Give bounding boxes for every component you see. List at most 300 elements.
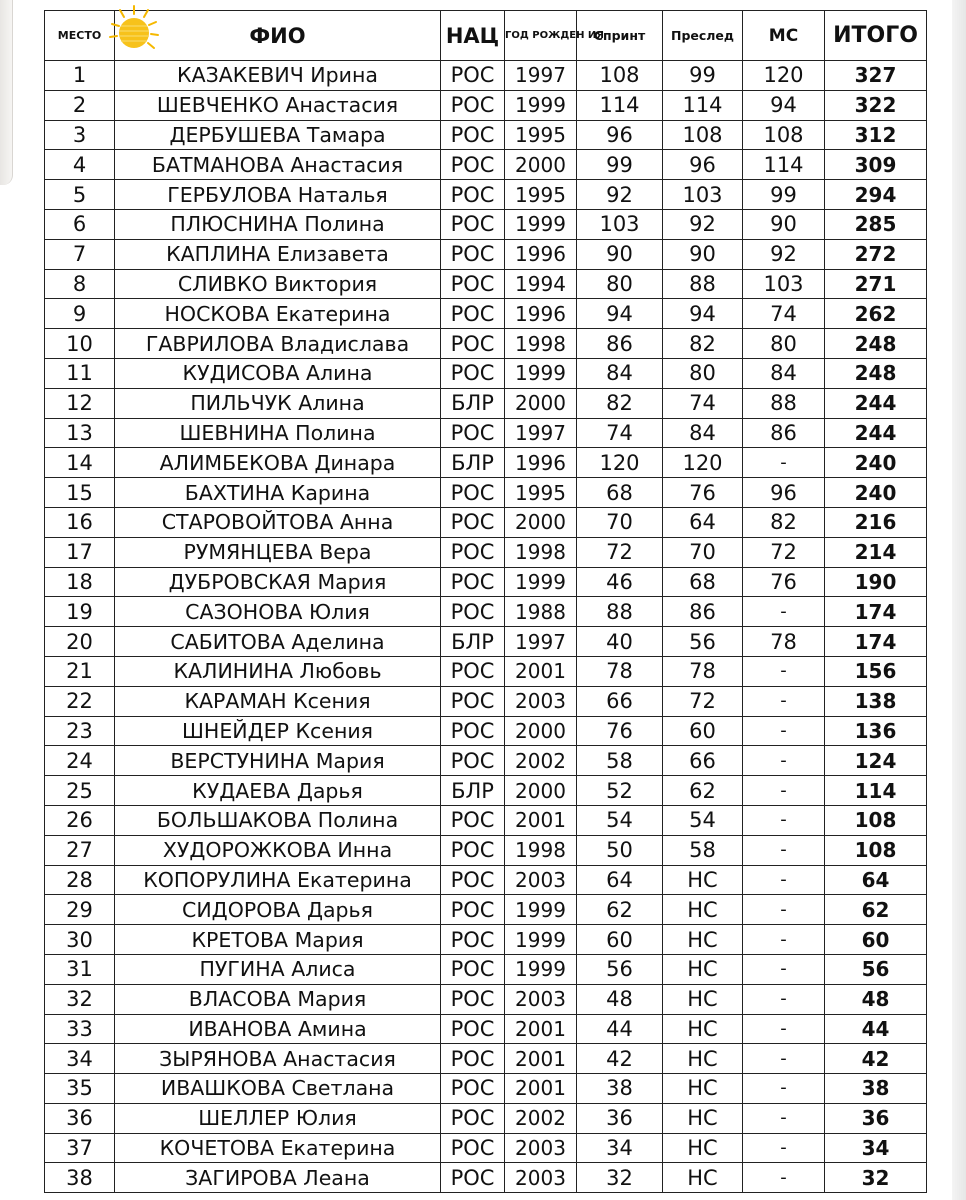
ms-cell: 92 bbox=[743, 239, 825, 269]
table-row bbox=[45, 746, 927, 776]
place-cell: 25 bbox=[45, 776, 115, 806]
ms-cell: - bbox=[743, 656, 825, 686]
surname: ВЕРСТУНИНА bbox=[170, 748, 310, 773]
table-row bbox=[45, 358, 927, 388]
ms-cell: 108 bbox=[743, 120, 825, 150]
total-cell: 156 bbox=[825, 656, 927, 686]
surname: КОПОРУЛИНА bbox=[143, 867, 291, 892]
ms-cell: 86 bbox=[743, 418, 825, 448]
year-cell: 1996 bbox=[505, 299, 577, 329]
sprint-cell: 94 bbox=[577, 299, 663, 329]
place-cell: 1 bbox=[45, 61, 115, 91]
ms-cell: 94 bbox=[743, 90, 825, 120]
sprint-cell: 40 bbox=[577, 627, 663, 657]
table-row bbox=[45, 1103, 927, 1133]
name-cell bbox=[115, 746, 441, 776]
nation-cell: РОС bbox=[441, 537, 505, 567]
name-cell bbox=[115, 209, 441, 239]
name-cell bbox=[115, 1133, 441, 1163]
place-cell: 26 bbox=[45, 805, 115, 835]
sprint-cell: 90 bbox=[577, 239, 663, 269]
total-cell: 244 bbox=[825, 388, 927, 418]
pursuit-cell: 96 bbox=[663, 150, 743, 180]
ms-cell: - bbox=[743, 954, 825, 984]
surname: КУДАЕВА bbox=[192, 778, 291, 803]
sprint-cell: 56 bbox=[577, 954, 663, 984]
total-cell: 262 bbox=[825, 299, 927, 329]
name-cell bbox=[115, 299, 441, 329]
name-cell bbox=[115, 358, 441, 388]
header-place: МЕСТО bbox=[45, 11, 115, 61]
name-cell bbox=[115, 418, 441, 448]
surname: КАПЛИНА bbox=[166, 242, 271, 267]
ms-cell: - bbox=[743, 1074, 825, 1104]
given-name: Анастасия bbox=[283, 1046, 396, 1071]
place-cell: 18 bbox=[45, 567, 115, 597]
surname: БОЛЬШАКОВА bbox=[156, 808, 312, 833]
place-cell: 38 bbox=[45, 1163, 115, 1193]
sprint-cell: 74 bbox=[577, 418, 663, 448]
surname: КАЗАКЕВИЧ bbox=[177, 63, 304, 88]
total-cell: 64 bbox=[825, 865, 927, 895]
pursuit-cell: НС bbox=[663, 1074, 743, 1104]
given-name: Леана bbox=[303, 1165, 370, 1190]
pursuit-cell: 62 bbox=[663, 776, 743, 806]
name-cell bbox=[115, 597, 441, 627]
sprint-cell: 36 bbox=[577, 1103, 663, 1133]
surname: АЛИМБЕКОВА bbox=[159, 450, 308, 475]
sprint-cell: 99 bbox=[577, 150, 663, 180]
nation-cell: РОС bbox=[441, 90, 505, 120]
pursuit-cell: 66 bbox=[663, 746, 743, 776]
year-cell: 2001 bbox=[505, 1014, 577, 1044]
ms-cell: 76 bbox=[743, 567, 825, 597]
sprint-cell: 82 bbox=[577, 388, 663, 418]
place-cell: 3 bbox=[45, 120, 115, 150]
pursuit-cell: 103 bbox=[663, 180, 743, 210]
pursuit-cell: 54 bbox=[663, 805, 743, 835]
table-row bbox=[45, 835, 927, 865]
total-cell: 124 bbox=[825, 746, 927, 776]
header-ms: МС bbox=[743, 11, 825, 61]
place-cell: 10 bbox=[45, 329, 115, 359]
nation-cell: РОС bbox=[441, 61, 505, 91]
surname: ШЕВЧЕНКО bbox=[156, 93, 279, 118]
place-cell: 30 bbox=[45, 925, 115, 955]
name-cell bbox=[115, 507, 441, 537]
place-cell: 24 bbox=[45, 746, 115, 776]
surname: ХУДОРОЖКОВА bbox=[162, 838, 331, 863]
surname: ПУГИНА bbox=[199, 957, 285, 982]
given-name: Вера bbox=[319, 540, 372, 565]
pursuit-cell: 84 bbox=[663, 418, 743, 448]
place-cell: 27 bbox=[45, 835, 115, 865]
sprint-cell: 60 bbox=[577, 925, 663, 955]
place-cell: 8 bbox=[45, 269, 115, 299]
given-name: Ксения bbox=[295, 718, 373, 743]
sprint-cell: 103 bbox=[577, 209, 663, 239]
sprint-cell: 92 bbox=[577, 180, 663, 210]
pursuit-cell: НС bbox=[663, 1163, 743, 1193]
given-name: Юлия bbox=[295, 1106, 357, 1131]
sprint-cell: 58 bbox=[577, 746, 663, 776]
total-cell: 60 bbox=[825, 925, 927, 955]
surname: КОЧЕТОВА bbox=[159, 1136, 275, 1161]
ms-cell: 103 bbox=[743, 269, 825, 299]
pursuit-cell: 99 bbox=[663, 61, 743, 91]
header-name: ФИО bbox=[115, 11, 441, 61]
nation-cell: БЛР bbox=[441, 627, 505, 657]
table-row bbox=[45, 567, 927, 597]
name-cell bbox=[115, 537, 441, 567]
nation-cell: РОС bbox=[441, 984, 505, 1014]
sprint-cell: 76 bbox=[577, 716, 663, 746]
year-cell: 1999 bbox=[505, 895, 577, 925]
year-cell: 1999 bbox=[505, 925, 577, 955]
given-name: Полина bbox=[317, 808, 399, 833]
pursuit-cell: 56 bbox=[663, 627, 743, 657]
pursuit-cell: 74 bbox=[663, 388, 743, 418]
year-cell: 2003 bbox=[505, 865, 577, 895]
table-row bbox=[45, 686, 927, 716]
surname: ДУБРОВСКАЯ bbox=[168, 569, 311, 594]
total-cell: 240 bbox=[825, 478, 927, 508]
table-row bbox=[45, 180, 927, 210]
total-cell: 216 bbox=[825, 507, 927, 537]
given-name: Полина bbox=[304, 212, 385, 237]
total-cell: 174 bbox=[825, 627, 927, 657]
ms-cell: 96 bbox=[743, 478, 825, 508]
ms-cell: 82 bbox=[743, 507, 825, 537]
ms-cell: 99 bbox=[743, 180, 825, 210]
year-cell: 1998 bbox=[505, 329, 577, 359]
ms-cell: - bbox=[743, 925, 825, 955]
ms-cell: 80 bbox=[743, 329, 825, 359]
place-cell: 11 bbox=[45, 358, 115, 388]
surname: ГАВРИЛОВА bbox=[145, 331, 274, 356]
pursuit-cell: НС bbox=[663, 1014, 743, 1044]
nation-cell: РОС bbox=[441, 209, 505, 239]
name-cell bbox=[115, 656, 441, 686]
surname: ПЛЮСНИНА bbox=[170, 212, 298, 237]
name-cell bbox=[115, 686, 441, 716]
given-name: Тамара bbox=[306, 122, 386, 147]
surname: НОСКОВА bbox=[164, 301, 270, 326]
name-cell bbox=[115, 954, 441, 984]
sprint-cell: 54 bbox=[577, 805, 663, 835]
name-cell bbox=[115, 865, 441, 895]
sprint-cell: 66 bbox=[577, 686, 663, 716]
name-cell bbox=[115, 448, 441, 478]
surname: БАТМАНОВА bbox=[151, 152, 284, 177]
year-cell: 1999 bbox=[505, 954, 577, 984]
sprint-cell: 32 bbox=[577, 1163, 663, 1193]
year-cell: 2001 bbox=[505, 1074, 577, 1104]
year-cell: 1997 bbox=[505, 61, 577, 91]
nation-cell: РОС bbox=[441, 686, 505, 716]
place-cell: 33 bbox=[45, 1014, 115, 1044]
surname: ИВАНОВА bbox=[188, 1016, 292, 1041]
table-row bbox=[45, 537, 927, 567]
year-cell: 1995 bbox=[505, 478, 577, 508]
given-name: Алина bbox=[298, 391, 365, 416]
name-cell bbox=[115, 180, 441, 210]
surname: КАЛИНИНА bbox=[173, 659, 293, 684]
total-cell: 309 bbox=[825, 150, 927, 180]
name-cell bbox=[115, 478, 441, 508]
total-cell: 36 bbox=[825, 1103, 927, 1133]
nation-cell: РОС bbox=[441, 1133, 505, 1163]
surname: ЗАГИРОВА bbox=[185, 1165, 297, 1190]
year-cell: 2003 bbox=[505, 1163, 577, 1193]
surname: СЛИВКО bbox=[177, 271, 268, 296]
given-name: Инна bbox=[337, 838, 393, 863]
total-cell: 248 bbox=[825, 329, 927, 359]
given-name: Ксения bbox=[293, 689, 371, 714]
nation-cell: РОС bbox=[441, 507, 505, 537]
year-cell: 1996 bbox=[505, 239, 577, 269]
place-cell: 17 bbox=[45, 537, 115, 567]
place-cell: 37 bbox=[45, 1133, 115, 1163]
sprint-cell: 68 bbox=[577, 478, 663, 508]
nation-cell: РОС bbox=[441, 120, 505, 150]
pursuit-cell: 68 bbox=[663, 567, 743, 597]
table-row bbox=[45, 61, 927, 91]
place-cell: 34 bbox=[45, 1044, 115, 1074]
pursuit-cell: 78 bbox=[663, 656, 743, 686]
nation-cell: РОС bbox=[441, 865, 505, 895]
ms-cell: - bbox=[743, 1014, 825, 1044]
table-row bbox=[45, 90, 927, 120]
year-cell: 1996 bbox=[505, 448, 577, 478]
given-name: Анастасия bbox=[285, 93, 399, 118]
pursuit-cell: 80 bbox=[663, 358, 743, 388]
total-cell: 327 bbox=[825, 61, 927, 91]
total-cell: 240 bbox=[825, 448, 927, 478]
nation-cell: РОС bbox=[441, 1163, 505, 1193]
given-name: Мария bbox=[294, 927, 364, 952]
place-cell: 28 bbox=[45, 865, 115, 895]
total-cell: 285 bbox=[825, 209, 927, 239]
sprint-cell: 62 bbox=[577, 895, 663, 925]
given-name: Аделина bbox=[291, 629, 385, 654]
sprint-cell: 70 bbox=[577, 507, 663, 537]
total-cell: 312 bbox=[825, 120, 927, 150]
given-name: Екатерина bbox=[297, 867, 412, 892]
nation-cell: РОС bbox=[441, 1074, 505, 1104]
given-name: Карина bbox=[290, 480, 371, 505]
table-row bbox=[45, 597, 927, 627]
given-name: Екатерина bbox=[275, 301, 391, 326]
name-cell bbox=[115, 239, 441, 269]
given-name: Алина bbox=[306, 361, 373, 386]
place-cell: 23 bbox=[45, 716, 115, 746]
year-cell: 2000 bbox=[505, 776, 577, 806]
pursuit-cell: 60 bbox=[663, 716, 743, 746]
total-cell: 34 bbox=[825, 1133, 927, 1163]
name-cell bbox=[115, 925, 441, 955]
pursuit-cell: НС bbox=[663, 954, 743, 984]
table-row bbox=[45, 954, 927, 984]
place-cell: 2 bbox=[45, 90, 115, 120]
total-cell: 272 bbox=[825, 239, 927, 269]
surname: ШЕЛЛЕР bbox=[198, 1106, 290, 1131]
name-cell bbox=[115, 1074, 441, 1104]
table-row bbox=[45, 299, 927, 329]
table-row bbox=[45, 239, 927, 269]
results-body bbox=[45, 61, 927, 1193]
table-row bbox=[45, 1014, 927, 1044]
nation-cell: РОС bbox=[441, 925, 505, 955]
given-name: Анна bbox=[339, 510, 394, 535]
year-cell: 1999 bbox=[505, 90, 577, 120]
sprint-cell: 50 bbox=[577, 835, 663, 865]
given-name: Динара bbox=[314, 450, 396, 475]
ms-cell: - bbox=[743, 1103, 825, 1133]
pursuit-cell: 88 bbox=[663, 269, 743, 299]
nation-cell: БЛР bbox=[441, 388, 505, 418]
page-edge-left bbox=[0, 0, 13, 185]
header-year: ГОД РОЖДЕН ИЯ bbox=[505, 11, 577, 61]
name-cell bbox=[115, 388, 441, 418]
total-cell: 48 bbox=[825, 984, 927, 1014]
nation-cell: РОС bbox=[441, 835, 505, 865]
place-cell: 20 bbox=[45, 627, 115, 657]
header-pursuit: Преслед bbox=[663, 11, 743, 61]
sprint-cell: 48 bbox=[577, 984, 663, 1014]
sprint-cell: 120 bbox=[577, 448, 663, 478]
year-cell: 2002 bbox=[505, 746, 577, 776]
nation-cell: РОС bbox=[441, 746, 505, 776]
nation-cell: РОС bbox=[441, 358, 505, 388]
given-name: Юлия bbox=[308, 599, 370, 624]
surname: СТАРОВОЙТОВА bbox=[161, 510, 334, 535]
header-sprint: Спринт bbox=[577, 11, 663, 61]
total-cell: 44 bbox=[825, 1014, 927, 1044]
ms-cell: - bbox=[743, 1163, 825, 1193]
total-cell: 190 bbox=[825, 567, 927, 597]
total-cell: 108 bbox=[825, 835, 927, 865]
table-row bbox=[45, 269, 927, 299]
ms-cell: - bbox=[743, 835, 825, 865]
place-cell: 19 bbox=[45, 597, 115, 627]
table-row bbox=[45, 984, 927, 1014]
given-name: Елизавета bbox=[276, 242, 389, 267]
place-cell: 14 bbox=[45, 448, 115, 478]
year-cell: 1994 bbox=[505, 269, 577, 299]
total-cell: 294 bbox=[825, 180, 927, 210]
table-row bbox=[45, 895, 927, 925]
name-cell bbox=[115, 567, 441, 597]
ms-cell: 120 bbox=[743, 61, 825, 91]
surname: САБИТОВА bbox=[170, 629, 285, 654]
nation-cell: РОС bbox=[441, 716, 505, 746]
given-name: Мария bbox=[297, 987, 367, 1012]
name-cell bbox=[115, 269, 441, 299]
year-cell: 2003 bbox=[505, 686, 577, 716]
given-name: Екатерина bbox=[280, 1136, 396, 1161]
name-cell bbox=[115, 329, 441, 359]
place-cell: 6 bbox=[45, 209, 115, 239]
place-cell: 22 bbox=[45, 686, 115, 716]
table-row bbox=[45, 209, 927, 239]
name-cell bbox=[115, 90, 441, 120]
ms-cell: 72 bbox=[743, 537, 825, 567]
name-cell bbox=[115, 776, 441, 806]
table-row bbox=[45, 1044, 927, 1074]
nation-cell: РОС bbox=[441, 895, 505, 925]
pursuit-cell: 120 bbox=[663, 448, 743, 478]
ms-cell: - bbox=[743, 716, 825, 746]
given-name: Амина bbox=[297, 1016, 367, 1041]
name-cell bbox=[115, 120, 441, 150]
total-cell: 174 bbox=[825, 597, 927, 627]
place-cell: 13 bbox=[45, 418, 115, 448]
name-cell bbox=[115, 1163, 441, 1193]
total-cell: 138 bbox=[825, 686, 927, 716]
name-cell bbox=[115, 835, 441, 865]
pursuit-cell: НС bbox=[663, 984, 743, 1014]
header-nation: НАЦ bbox=[441, 11, 505, 61]
pursuit-cell: 108 bbox=[663, 120, 743, 150]
table-row bbox=[45, 120, 927, 150]
pursuit-cell: 94 bbox=[663, 299, 743, 329]
nation-cell: РОС bbox=[441, 180, 505, 210]
pursuit-cell: 90 bbox=[663, 239, 743, 269]
surname: ГЕРБУЛОВА bbox=[167, 182, 292, 207]
surname: ШНЕЙДЕР bbox=[182, 718, 289, 743]
total-cell: 32 bbox=[825, 1163, 927, 1193]
total-cell: 322 bbox=[825, 90, 927, 120]
sprint-cell: 64 bbox=[577, 865, 663, 895]
table-row bbox=[45, 865, 927, 895]
place-cell: 16 bbox=[45, 507, 115, 537]
year-cell: 1998 bbox=[505, 537, 577, 567]
name-cell bbox=[115, 627, 441, 657]
sprint-cell: 42 bbox=[577, 1044, 663, 1074]
table-row bbox=[45, 478, 927, 508]
name-cell bbox=[115, 895, 441, 925]
nation-cell: РОС bbox=[441, 329, 505, 359]
sprint-cell: 72 bbox=[577, 537, 663, 567]
ms-cell: 90 bbox=[743, 209, 825, 239]
year-cell: 1999 bbox=[505, 358, 577, 388]
year-cell: 1997 bbox=[505, 627, 577, 657]
year-cell: 2001 bbox=[505, 1044, 577, 1074]
year-cell: 1988 bbox=[505, 597, 577, 627]
given-name: Дарья bbox=[306, 897, 373, 922]
table-row bbox=[45, 1133, 927, 1163]
table-row bbox=[45, 448, 927, 478]
scrollbar-track[interactable] bbox=[952, 0, 966, 1200]
name-cell bbox=[115, 1014, 441, 1044]
nation-cell: БЛР bbox=[441, 776, 505, 806]
year-cell: 1995 bbox=[505, 180, 577, 210]
table-row bbox=[45, 627, 927, 657]
sprint-cell: 86 bbox=[577, 329, 663, 359]
surname: ШЕВНИНА bbox=[179, 420, 289, 445]
given-name: Дарья bbox=[296, 778, 363, 803]
nation-cell: РОС bbox=[441, 478, 505, 508]
total-cell: 42 bbox=[825, 1044, 927, 1074]
sprint-cell: 108 bbox=[577, 61, 663, 91]
nation-cell: РОС bbox=[441, 567, 505, 597]
table-row bbox=[45, 150, 927, 180]
surname: КУДИСОВА bbox=[182, 361, 300, 386]
ms-cell: - bbox=[743, 686, 825, 716]
surname: КРЕТОВА bbox=[191, 927, 289, 952]
nation-cell: РОС bbox=[441, 418, 505, 448]
